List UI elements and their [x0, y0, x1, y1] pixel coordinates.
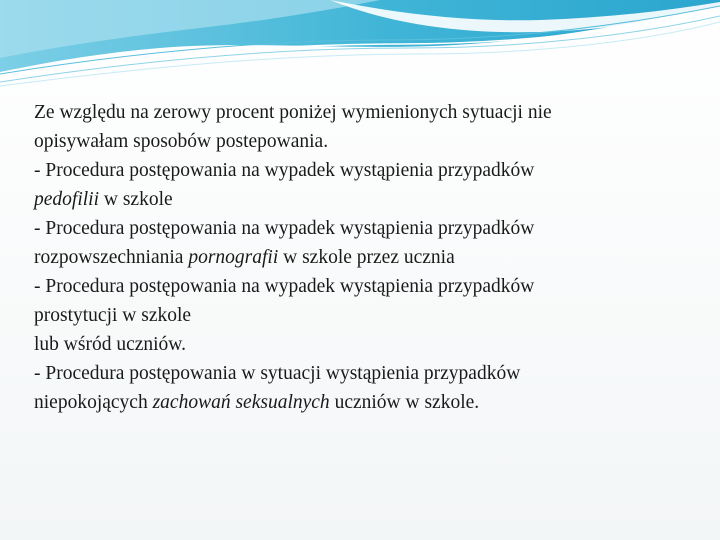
- text-line: - Procedura postępowania w sytuacji wystąpienia przypadków: [34, 363, 521, 384]
- text-line: - Procedura postępowania na wypadek wystąpienia przypadków: [34, 276, 535, 297]
- text-line: - Procedura postępowania na wypadek wystąpienia przypadków: [34, 160, 535, 181]
- text-line: prostytucji w szkole: [34, 305, 192, 326]
- emphasis-text: pedofilii: [34, 189, 99, 210]
- text-fragment: w szkole przez ucznia: [278, 247, 455, 268]
- header-wave-decoration: [0, 0, 720, 90]
- text-line: Ze względu na zerowy procent poniżej wymienionych sytuacji nie: [34, 102, 552, 123]
- body-text: [34, 98, 694, 417]
- text-line: [34, 185, 694, 214]
- text-line: lub wśród uczniów.: [34, 334, 187, 355]
- text-fragment: uczniów w szkole.: [329, 392, 480, 413]
- text-line: opisywałam sposobów postepowania.: [34, 131, 329, 152]
- text-fragment: w szkole: [99, 189, 173, 210]
- text-line: [34, 388, 694, 417]
- emphasis-text: zachowań seksualnych: [152, 392, 330, 413]
- text-line: [34, 243, 694, 272]
- text-fragment: niepokojących: [34, 392, 153, 413]
- text-fragment: rozpowszechniania: [34, 247, 189, 268]
- text-line: - Procedura postępowania na wypadek wystąpienia przypadków: [34, 218, 535, 239]
- emphasis-text: pornografii: [188, 247, 279, 268]
